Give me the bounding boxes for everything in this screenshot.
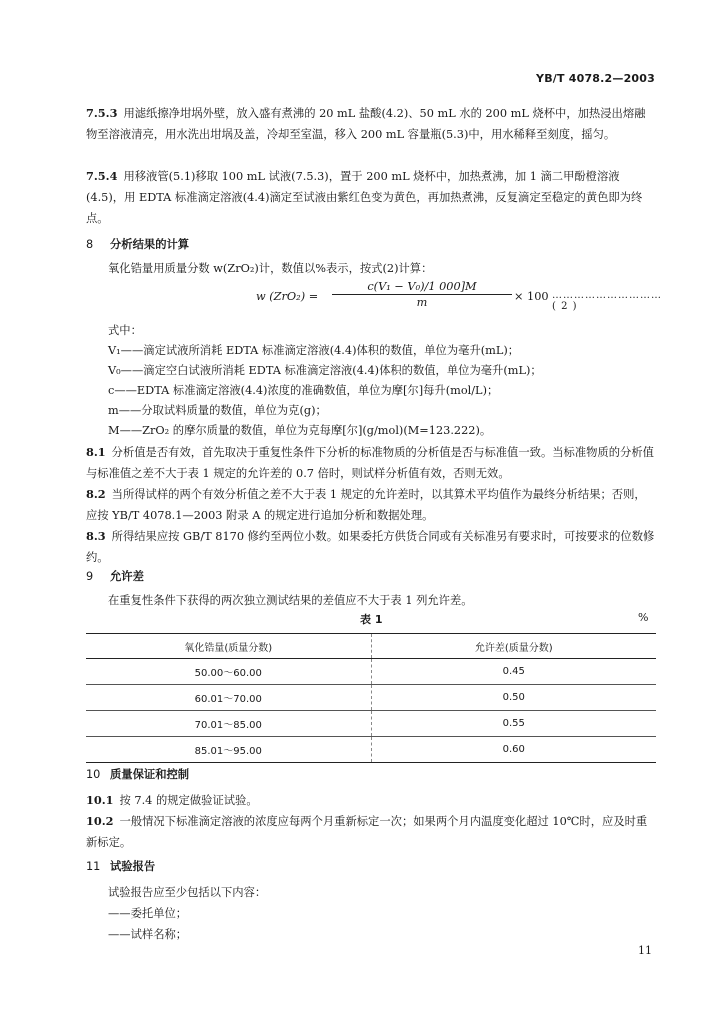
section-number: 8 <box>86 238 94 251</box>
table-row <box>86 711 656 737</box>
standard-code-header: YB/T 4078.2—2003 <box>536 72 655 85</box>
clause-8-3 <box>86 526 656 568</box>
table-row <box>86 737 656 763</box>
section-9-heading <box>86 568 144 584</box>
section-title: 分析结果的计算 <box>110 238 190 251</box>
section-10-heading <box>86 766 189 782</box>
clause-7-5-3 <box>86 103 656 145</box>
tolerance-table <box>86 633 656 763</box>
section-number: 11 <box>86 860 101 873</box>
clause-text: 所得结果应按 GB/T 8170 修约至两位小数。如果委托方供货合同或有关标准另有要求时，可按要求的位数修约。 <box>86 530 655 564</box>
formula-intro: 氧化锆量用质量分数 w(ZrO₂)计，数值以%表示，按式(2)计算： <box>108 262 433 275</box>
list-item: ——试样名称； <box>108 928 188 941</box>
column-header: 氧化锆量(质量分数) <box>86 634 371 659</box>
var-def: V₀——滴定空白试液所消耗 EDTA 标准滴定溶液(4.4)体积的数值，单位为毫升(mL)； <box>108 364 542 377</box>
clause-text: 按 7.4 的规定做验证试验。 <box>119 794 258 807</box>
table-row <box>86 685 656 711</box>
formula-number: ………………………… ( 2 ) <box>552 290 662 312</box>
clause-text: 当所得试样的两个有效分析值之差不大于表 1 规定的允许差时，以其算术平均值作为最终分析结果；否则，应按 YB/T 4078.1—2003 附录 A 的规定进行追加分析和数据处理。 <box>86 488 646 522</box>
formula-lhs: w (ZrO₂) = <box>256 290 319 303</box>
table-header-row <box>86 634 656 659</box>
clause-number: 10.2 <box>86 814 114 828</box>
formula-2 <box>256 280 662 320</box>
section-title: 试验报告 <box>110 860 156 873</box>
table-row <box>86 659 656 685</box>
clause-text: 一般情况下标准滴定溶液的浓度应每两个月重新标定一次；如果两个月内温度变化超过 10℃时，应及时重新标定。 <box>86 815 648 849</box>
clause-10-1 <box>86 790 656 811</box>
where-label: 式中： <box>108 324 142 337</box>
clause-text: 分析值是否有效，首先取决于重复性条件下分析的标准物质的分析值是否与标准值一致。当标准物质的分析值与标准值之差不大于表 1 规定的允许差的 0.7 倍时，则试样分析值有效，否则无效。 <box>86 446 654 480</box>
tolerance-intro: 在重复性条件下获得的两次独立测试结果的差值应不大于表 1 列允许差。 <box>108 594 473 607</box>
formula-multiplier: × 100 <box>514 290 549 303</box>
column-header: 允许差(质量分数) <box>371 634 656 659</box>
clause-7-5-4 <box>86 166 656 229</box>
table-cell: 0.50 <box>371 685 656 711</box>
clause-number: 10.1 <box>86 793 114 807</box>
formula-fraction <box>332 280 512 309</box>
table-cell: 0.55 <box>371 711 656 737</box>
clause-number: 7.5.4 <box>86 169 118 183</box>
report-intro: 试验报告应至少包括以下内容： <box>108 886 267 899</box>
clause-text: 用滤纸擦净坩埚外壁，放入盛有煮沸的 20 mL 盐酸(4.2)、50 mL 水的 200 mL 烧杯中，加热浸出熔融物至溶液清亮，用水洗出坩埚及盖，冷却至室温，移入 200 mL 容量瓶(5.3)中，用水稀释至刻度，摇匀。 <box>86 107 646 141</box>
section-number: 9 <box>86 570 94 583</box>
var-def: c——EDTA 标准滴定溶液(4.4)浓度的准确数值，单位为摩[尔]每升(mol/L)； <box>108 384 499 397</box>
table-cell: 85.01～95.00 <box>86 737 371 763</box>
section-title: 允许差 <box>110 570 144 583</box>
clause-number: 8.1 <box>86 445 106 459</box>
section-11-heading <box>86 858 155 874</box>
clause-text: 用移液管(5.1)移取 100 mL 试液(7.5.3)，置于 200 mL 烧杯中，加热煮沸，加 1 滴二甲酚橙溶液(4.5)，用 EDTA 标准滴定溶液(4.4)滴定至试液由紫红色变为黄色，再加热煮沸，反复滴定至稳定的黄色即为终点。 <box>86 170 643 225</box>
var-def: V₁——滴定试液所消耗 EDTA 标准滴定溶液(4.4)体积的数值，单位为毫升(mL)； <box>108 344 520 357</box>
table-cell: 60.01～70.00 <box>86 685 371 711</box>
table-unit: % <box>638 611 649 624</box>
formula-denominator: m <box>416 296 428 309</box>
formula-numerator: c(V₁ − V₀)/1 000]M <box>332 280 512 295</box>
table-cell: 70.01～85.00 <box>86 711 371 737</box>
clause-10-2 <box>86 811 656 853</box>
section-number: 10 <box>86 768 101 781</box>
clause-number: 7.5.3 <box>86 106 118 120</box>
list-item: ——委托单位； <box>108 907 188 920</box>
section-title: 质量保证和控制 <box>110 768 190 781</box>
table-caption: 表 1 <box>360 613 383 626</box>
var-def: m——分取试料质量的数值，单位为克(g)； <box>108 404 327 417</box>
table-cell: 0.60 <box>371 737 656 763</box>
clause-number: 8.3 <box>86 529 106 543</box>
clause-8-2 <box>86 484 656 526</box>
var-def: M——ZrO₂ 的摩尔质量的数值，单位为克每摩[尔](g/mol)(M=123.222)。 <box>108 424 492 437</box>
table-cell: 0.45 <box>371 659 656 685</box>
page-number: 11 <box>638 944 652 957</box>
clause-number: 8.2 <box>86 487 106 501</box>
section-8-heading <box>86 236 189 252</box>
table-cell: 50.00～60.00 <box>86 659 371 685</box>
clause-8-1 <box>86 442 656 484</box>
